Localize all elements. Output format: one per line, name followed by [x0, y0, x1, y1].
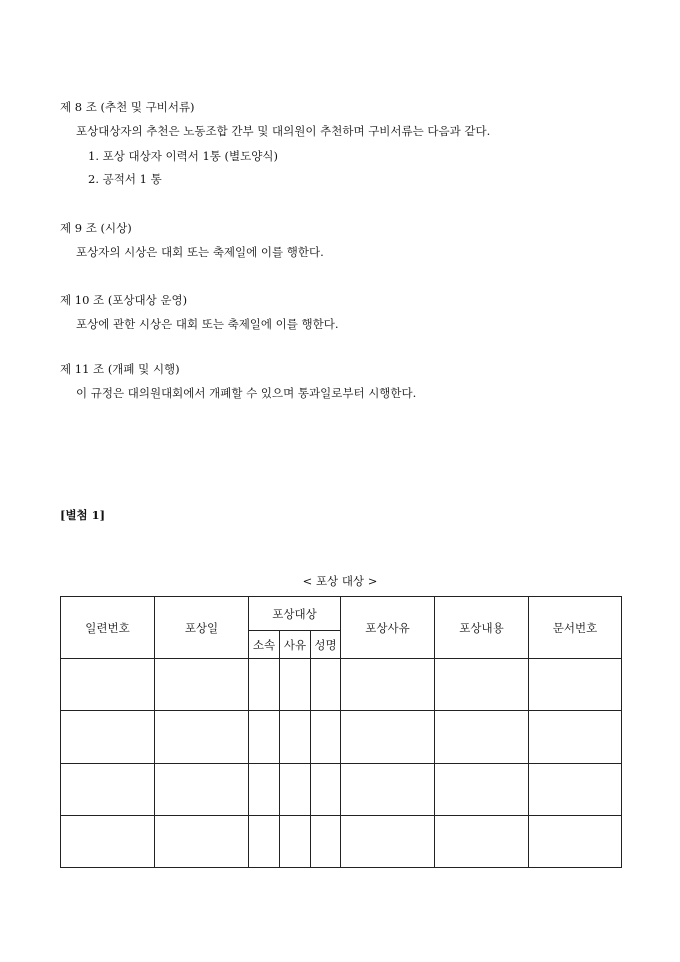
article-8-body: 포상대상자의 추천은 노동조합 간부 및 대의원이 추천하며 구비서류는 다음과 같다. — [76, 124, 491, 138]
table-cell — [529, 763, 622, 815]
table-cell — [280, 815, 311, 867]
table-cell — [155, 763, 249, 815]
header-name: 성명 — [311, 631, 341, 659]
table-cell — [529, 711, 622, 763]
header-serial: 일련번호 — [61, 597, 155, 659]
table-row — [61, 815, 622, 867]
table-caption: < 포상 대상 > — [302, 574, 378, 588]
table-cell — [529, 659, 622, 711]
table-cell — [249, 659, 280, 711]
article-10-heading: 제 10 조 (포상대상 운영) — [60, 293, 188, 307]
header-date: 포상일 — [155, 597, 249, 659]
table-cell — [311, 763, 341, 815]
article-11-body: 이 규정은 대의원대회에서 개폐할 수 있으며 통과일로부터 시행한다. — [76, 386, 417, 400]
table-cell — [341, 763, 435, 815]
award-table — [60, 596, 622, 868]
table-cell — [341, 659, 435, 711]
table-cell — [435, 815, 529, 867]
article-10-body: 포상에 관한 시상은 대회 또는 축제일에 이를 행한다. — [76, 317, 339, 331]
table-cell — [529, 815, 622, 867]
article-9-body: 포상자의 시상은 대회 또는 축제일에 이를 행한다. — [76, 245, 324, 259]
table-cell — [249, 815, 280, 867]
table-cell — [435, 659, 529, 711]
table-cell — [280, 711, 311, 763]
table-cell — [311, 711, 341, 763]
header-target: 포상대상 — [249, 597, 341, 631]
table-cell — [61, 711, 155, 763]
table-cell — [341, 711, 435, 763]
table-cell — [435, 763, 529, 815]
table-cell — [249, 711, 280, 763]
table-cell — [155, 659, 249, 711]
table-cell — [280, 763, 311, 815]
table-cell — [341, 815, 435, 867]
table-row — [61, 763, 622, 815]
article-8-item-1: 1. 포상 대상자 이력서 1통 (별도양식) — [88, 149, 278, 163]
table-cell — [311, 659, 341, 711]
table-cell — [435, 711, 529, 763]
table-cell — [61, 763, 155, 815]
table-cell — [61, 815, 155, 867]
article-9-heading: 제 9 조 (시상) — [60, 221, 132, 235]
table-cell — [249, 763, 280, 815]
article-11-heading: 제 11 조 (개폐 및 시행) — [60, 362, 180, 376]
header-content: 포상내용 — [435, 597, 529, 659]
header-affiliation: 소속 — [249, 631, 280, 659]
table-cell — [280, 659, 311, 711]
article-8-heading: 제 8 조 (추천 및 구비서류) — [60, 100, 195, 114]
attachment-title: [별첨 1] — [60, 508, 106, 522]
table-cell — [61, 659, 155, 711]
table-row — [61, 711, 622, 763]
header-doc-no: 문서번호 — [529, 597, 622, 659]
header-reason: 포상사유 — [341, 597, 435, 659]
table-cell — [155, 815, 249, 867]
table-cell — [155, 711, 249, 763]
table-row — [61, 659, 622, 711]
article-8-item-2: 2. 공적서 1 통 — [88, 172, 162, 186]
table-cell — [311, 815, 341, 867]
header-cause: 사유 — [280, 631, 311, 659]
